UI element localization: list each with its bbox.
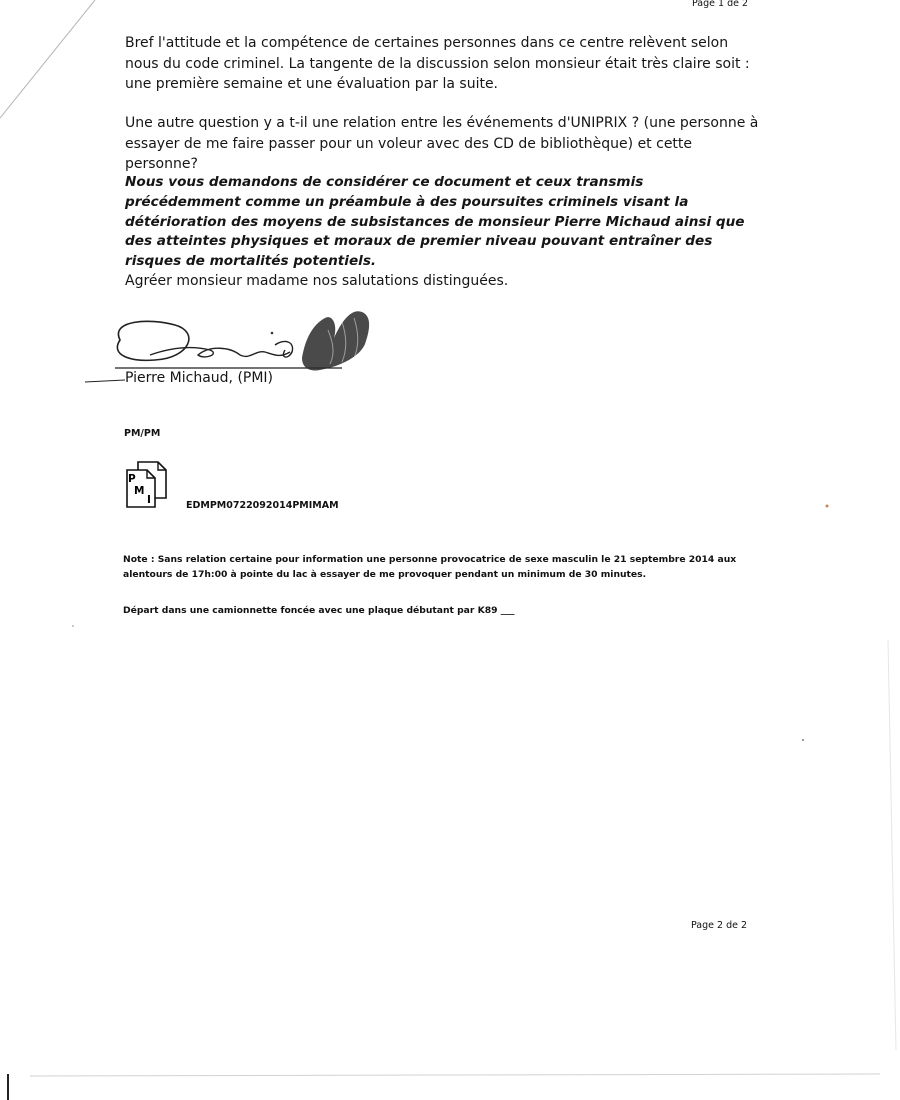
page-number-footer: Page 2 de 2 [691, 920, 748, 931]
closing-salutation: Agréer monsieur madame nos salutations distinguées. [125, 273, 509, 289]
departure-note: Départ dans une camionnette foncée avec une plaque débutant par K89 ___ [123, 605, 515, 616]
scan-side-line [888, 640, 896, 1050]
scan-fold-line [0, 0, 95, 118]
document-reference-code: EDMPM0722092014PMIMAM [186, 500, 339, 511]
scan-bottom-line [30, 1074, 880, 1076]
scan-speck [826, 505, 829, 508]
page-number-header: Page 1 de 2 [692, 0, 749, 9]
pmi-document-logo [124, 461, 168, 509]
logo-letter-p: P [128, 473, 136, 485]
incident-note: Note : Sans relation certaine pour information une personne provocatrice de sexe masculin le 21 septembre 2014 aux alentours de 17h:00 à pointe du lac à essayer de me provoquer pendant un minimum de 30 minutes. [123, 554, 737, 580]
reference-initials: PM/PM [124, 428, 161, 439]
paragraph-uniprix-question: Une autre question y a t-il une relation entre les événements d'UNIPRIX ? (une personne à essayer de me faire passer pour un voleur avec des CD de bibliothèque) et cette personne? [125, 115, 759, 172]
scan-speck [802, 739, 804, 741]
signer-name: Pierre Michaud, (PMI) [125, 370, 274, 386]
logo-letter-i: I [147, 494, 151, 506]
paragraph-attitude: Bref l'attitude et la compétence de certaines personnes dans ce centre relèvent selon nous du code criminel. La tangente de la discussion selon monsieur était très claire soit : une première semaine et une évaluation par la suite. [125, 35, 750, 92]
paragraph-legal-notice: Nous vous demandons de considérer ce document et ceux transmis précédemment comme un préambule à des poursuites criminels visant la détérioration des moyens de subsistances de monsieur Pierre Michaud ainsi que des atteintes physiques et moraux de premier niveau pouvant entraîner des risques de mortalités potentiels. [125, 174, 745, 270]
scan-speck [72, 625, 74, 627]
logo-letter-m: M [134, 485, 145, 497]
